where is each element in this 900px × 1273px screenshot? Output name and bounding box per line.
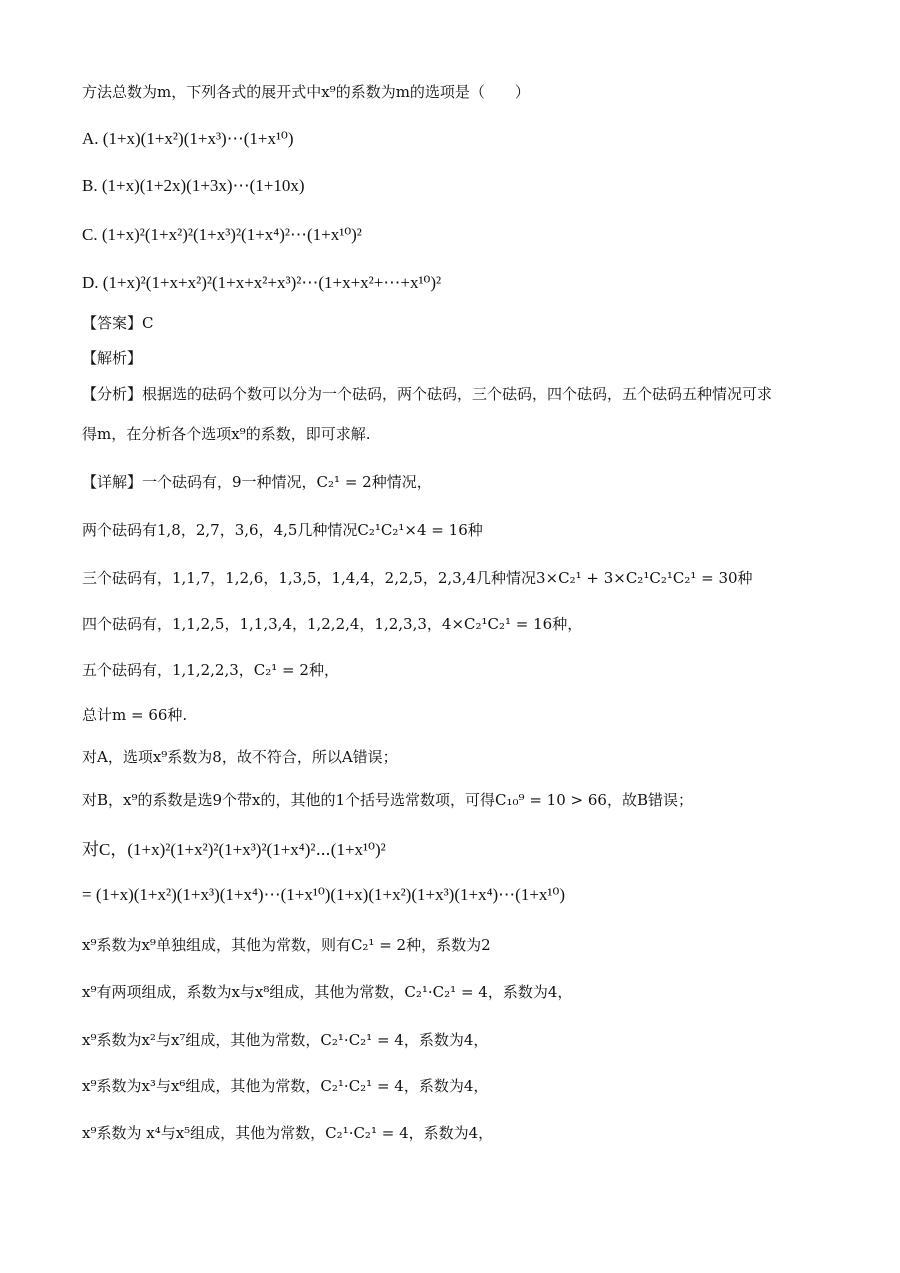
option-c-analysis-line-3: x⁹系数为x⁹单独组成，其他为常数，则有C₂¹ = 2种，系数为2 <box>82 936 491 954</box>
option-c-analysis-line-2: = (1+x)(1+x²)(1+x³)(1+x⁴)⋯(1+x¹⁰)(1+x)(1+x²)(1+x³)(1+x⁴)⋯(1+x¹⁰) <box>82 885 565 904</box>
option-b: B. (1+x)(1+2x)(1+3x)⋯(1+10x) <box>82 176 305 195</box>
option-c: C. (1+x)²(1+x²)²(1+x³)²(1+x⁴)²⋯(1+x¹⁰)² <box>82 225 362 244</box>
detail-line-6: 总计m = 66种. <box>82 706 188 724</box>
option-a: A. (1+x)(1+x²)(1+x³)⋯(1+x¹⁰) <box>82 129 294 148</box>
analysis-summary-line-2: 得m，在分析各个选项x⁹的系数，即可求解. <box>82 425 371 443</box>
detail-line-3: 三个砝码有，1,1,7，1,2,6，1,3,5，1,4,4，2,2,5，2,3,4几种情况3×C₂¹ + 3×C₂¹C₂¹C₂¹ = 30种 <box>82 569 753 587</box>
option-c-analysis-line-5: x⁹系数为x²与x⁷组成，其他为常数，C₂¹·C₂¹ = 4，系数为4， <box>82 1031 489 1049</box>
option-d: D. (1+x)²(1+x+x²)²(1+x+x²+x³)²⋯(1+x+x²+⋯+x¹⁰)² <box>82 273 442 292</box>
question-stem: 方法总数为m，下列各式的展开式中x⁹的系数为m的选项是（ ） <box>82 83 530 101</box>
option-b-analysis: 对B，x⁹的系数是选9个带x的，其他的1个括号选常数项，可得C₁₀⁹ = 10 > 66，故B错误； <box>82 791 693 809</box>
analysis-heading: 【解析】 <box>82 349 143 367</box>
answer-line: 【答案】C <box>82 314 154 332</box>
detail-line-5: 五个砝码有，1,1,2,2,3，C₂¹ = 2种， <box>82 661 339 679</box>
detail-line-4: 四个砝码有，1,1,2,5，1,1,3,4，1,2,2,4，1,2,3,3，4×C₂¹C₂¹ = 16种， <box>82 615 583 633</box>
option-a-analysis: 对A，选项x⁹系数为8，故不符合，所以A错误； <box>82 748 398 766</box>
detail-line-2: 两个砝码有1,8，2,7，3,6，4,5几种情况C₂¹C₂¹×4 = 16种 <box>82 521 483 539</box>
option-c-analysis-line-7: x⁹系数为 x⁴与x⁵组成，其他为常数，C₂¹·C₂¹ = 4，系数为4， <box>82 1124 494 1142</box>
option-c-analysis-line-1: 对C，(1+x)²(1+x²)²(1+x³)²(1+x⁴)²⋯(1+x¹⁰)² <box>82 840 386 859</box>
option-c-analysis-line-6: x⁹系数为x³与x⁶组成，其他为常数，C₂¹·C₂¹ = 4，系数为4， <box>82 1077 489 1095</box>
detail-line-1: 【详解】一个砝码有，9一种情况，C₂¹ = 2种情况， <box>82 473 432 491</box>
option-c-analysis-line-4: x⁹有两项组成，系数为x与x⁸组成，其他为常数，C₂¹·C₂¹ = 4，系数为4， <box>82 983 573 1001</box>
analysis-summary-line-1: 【分析】根据选的砝码个数可以分为一个砝码，两个砝码，三个砝码，四个砝码，五个砝码五种情况可求 <box>82 385 773 403</box>
